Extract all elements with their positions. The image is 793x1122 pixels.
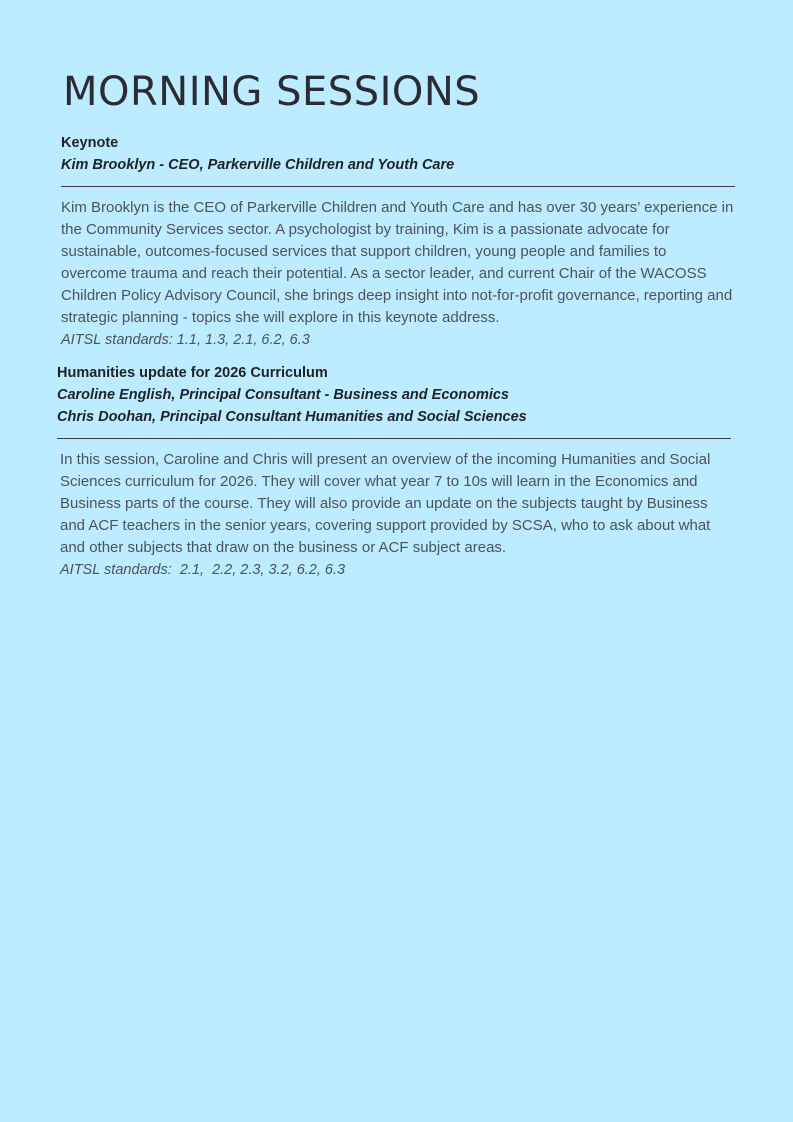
page-title: MORNING SESSIONS [63, 69, 481, 115]
session-description: Kim Brooklyn is the CEO of Parkerville Children and Youth Care and has over 30 years’ experience in the Community Services sector. A psychologist by training, Kim is a passionate advocate for sustainable, outcomes-focused services that support children, young people and families to overcome trauma and reach their potential. As a sector leader, and current Chair of the WACOSS Children Policy Advisory Council, she brings deep insight into not-for-profit governance, reporting and strategic planning - topics she will explore in this keynote address. [61, 199, 734, 326]
session-speaker: Kim Brooklyn - CEO, Parkerville Children and Youth Care [61, 157, 455, 173]
session-speaker: Chris Doohan, Principal Consultant Humanities and Social Sciences [57, 409, 527, 425]
session-label: Keynote [61, 135, 119, 151]
session-keynote [61, 132, 735, 351]
session-humanities-update [57, 362, 731, 581]
aitsl-standards: AITSL standards: 2.1, 2.2, 2.3, 3.2, 6.2, 6.3 [60, 562, 346, 578]
session-label: Humanities update for 2026 Curriculum [57, 365, 328, 381]
session-description: In this session, Caroline and Chris will present an overview of the incoming Humanities and Social Sciences curriculum for 2026. They will cover what year 7 to 10s will learn in the Economics and Business parts of the course. They will also provide an update on the subjects taught by Business and ACF teachers in the senior years, covering support provided by SCSA, who to ask about what and other subjects that draw on the business or ACF subject areas. [60, 451, 711, 556]
session-speaker: Caroline English, Principal Consultant - Business and Economics [57, 387, 509, 403]
divider [61, 186, 735, 187]
aitsl-standards: AITSL standards: 1.1, 1.3, 2.1, 6.2, 6.3 [61, 332, 310, 348]
divider [57, 438, 731, 439]
